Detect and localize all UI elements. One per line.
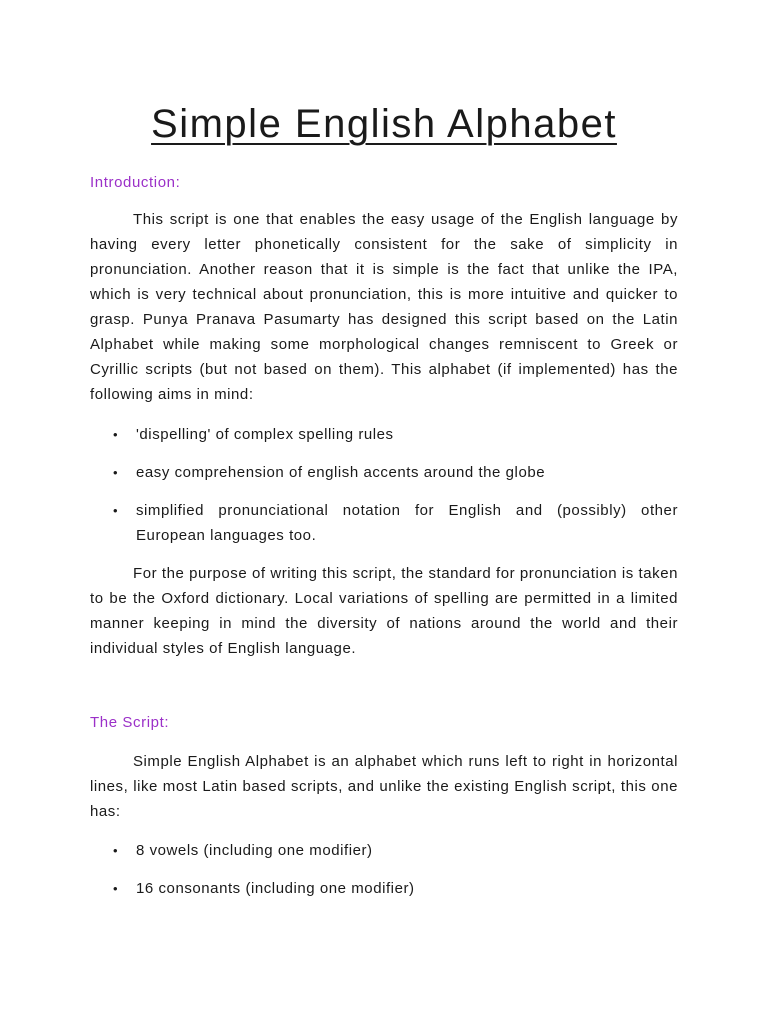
introduction-paragraph-2: For the purpose of writing this script, the standard for pronunciation is taken to be the Oxford dictionary. Local variations of spelling are permitted in a limited manner keeping in mind the diversity of nations around the world and their individual styles of English language. (90, 565, 678, 657)
bullet-icon: • (113, 427, 119, 442)
feature-text: 16 consonants (including one modifier) (136, 880, 415, 897)
introduction-heading: Introduction: (90, 174, 181, 191)
document-title-text: Simple English Alphabet (151, 102, 617, 146)
feature-text: 8 vowels (including one modifier) (136, 842, 373, 859)
script-heading: The Script: (90, 714, 170, 731)
bullet-icon: • (113, 503, 119, 518)
bullet-icon: • (113, 843, 119, 858)
bullet-icon: • (113, 465, 119, 480)
list-item (90, 498, 678, 548)
script-paragraph: Simple English Alphabet is an alphabet which runs left to right in horizontal lines, like most Latin based scripts, and unlike the existing English script, this one has: (90, 753, 678, 820)
aim-text: 'dispelling' of complex spelling rules (136, 426, 394, 443)
document-title (90, 96, 678, 152)
list-item (90, 422, 678, 447)
aim-text: easy comprehension of english accents around the globe (136, 464, 546, 481)
list-item (90, 876, 678, 901)
introduction-paragraph: This script is one that enables the easy usage of the English language by having every letter phonetically consistent for the sake of simplicity in pronunciation. Another reason that it is simple is the fact that unlike the IPA, which is very technical about pronunciation, this is more intuitive and quicker to grasp. Punya Pranava Pasumarty has designed this script based on the Latin Alphabet while making some morphological changes remniscent to Greek or Cyrillic scripts (but not based on them). This alphabet (if implemented) has the following aims in mind: (90, 211, 678, 403)
list-item (90, 460, 678, 485)
aim-text: simplified pronunciational notation for English and (possibly) other European languages too. (136, 502, 678, 544)
bullet-icon: • (113, 881, 119, 896)
aims-list (90, 422, 678, 548)
list-item (90, 838, 678, 863)
features-list (90, 838, 678, 901)
